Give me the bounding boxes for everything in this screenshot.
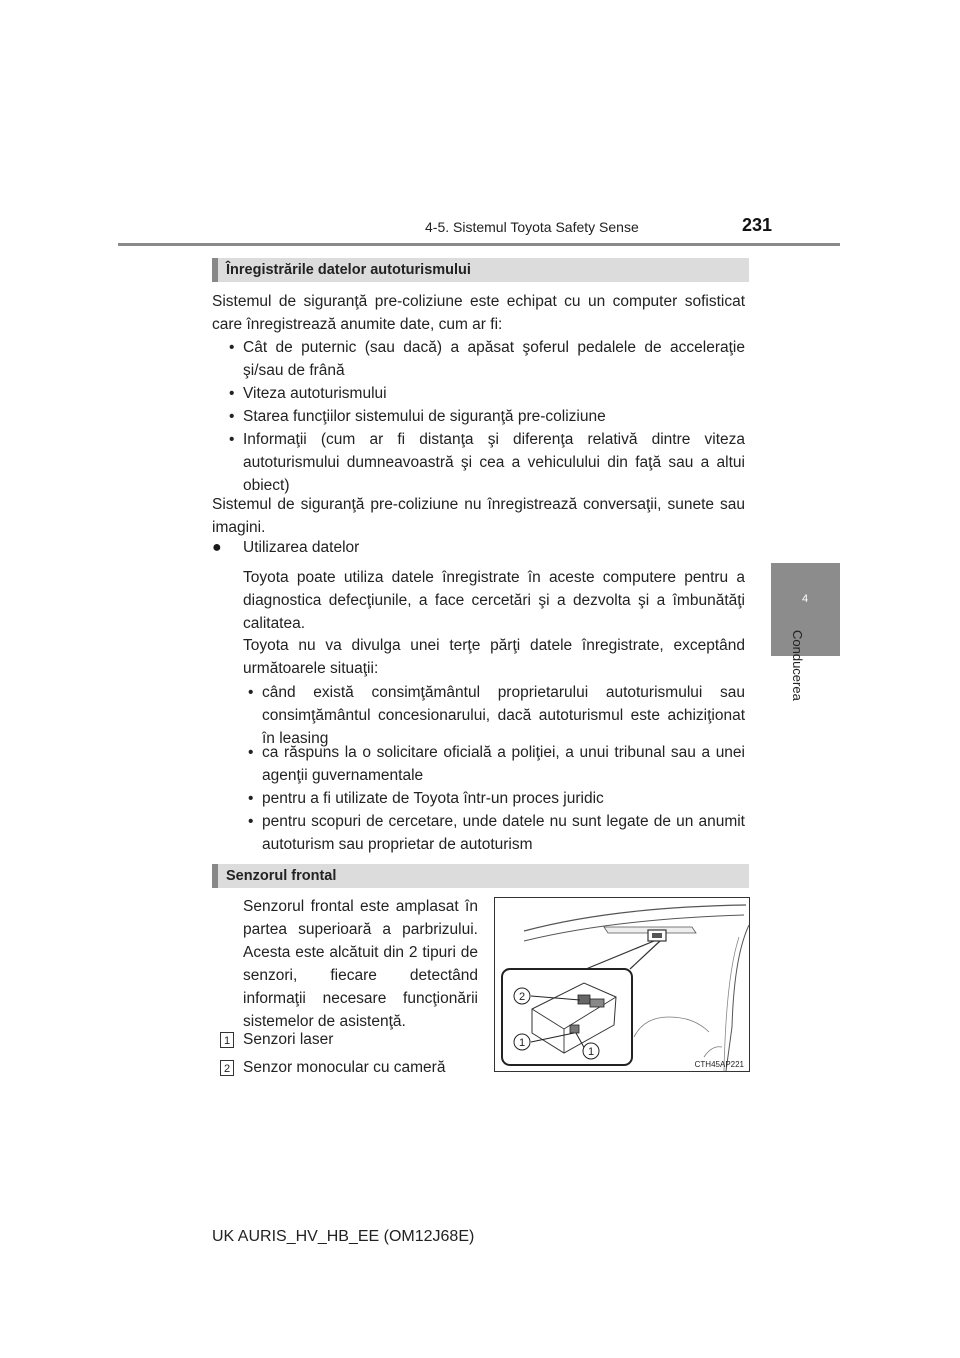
- document-code: UK AURIS_HV_HB_EE (OM12J68E): [212, 1228, 475, 1245]
- callout-1: 1: [518, 1037, 526, 1049]
- bullet-circle-icon: ●: [212, 539, 222, 556]
- usage-paragraph-2: Toyota nu va divulga unei terţe părţi datele înregistrate, exceptând următoarele situaţii:: [243, 637, 745, 677]
- subheading-data-usage: Utilizarea datelor: [243, 539, 360, 556]
- list-item: • Informaţii (cum ar fi distanţa şi diferenţa relativă dintre viteza autoturismului dumneavoastră şi cea a vehiculului din faţă sau a altui obiect): [229, 431, 745, 494]
- list-item: • Viteza autoturismului: [229, 385, 387, 402]
- windshield-sensor-drawing: [494, 897, 750, 1072]
- front-sensor-illustration: [494, 897, 750, 1072]
- list-item: • pentru a fi utilizate de Toyota într-un proces juridic: [248, 790, 604, 807]
- page-number: 231: [742, 215, 773, 235]
- header-divider: [118, 243, 840, 246]
- figure-code: CTH45AP221: [694, 1060, 744, 1069]
- intro-paragraph: Sistemul de siguranţă pre-coliziune este echipat cu un computer sofisticat care înregistrează anumite date, cum ar fi:: [212, 293, 745, 333]
- chapter-tab-number: 4: [801, 593, 809, 605]
- list-item: • ca răspuns la o solicitare oficială a poliţiei, a unui tribunal sau a unei agenţii guvernamentale: [248, 744, 745, 784]
- callout-2: 2: [518, 991, 526, 1003]
- list-item: • Cât de puternic (sau dacă) a apăsat şoferul pedalele de acceleraţie şi/sau de frână: [229, 339, 745, 379]
- chapter-tab-label: Conducerea: [790, 630, 805, 701]
- chapter-tab: [771, 563, 840, 656]
- section-heading-data-recording: Înregistrările datelor autoturismului: [212, 258, 749, 282]
- list-item: • Starea funcţiilor sistemului de siguranţă pre-coliziune: [229, 408, 606, 425]
- section-heading-front-sensor: Senzorul frontal: [212, 864, 749, 888]
- list-item: • pentru scopuri de cercetare, unde datele nu sunt legate de un anumit autoturism sau proprietar de autoturism: [248, 813, 745, 853]
- header-section-title: 4-5. Sistemul Toyota Safety Sense: [425, 219, 639, 235]
- legend-label-laser: Senzori laser: [243, 1031, 334, 1048]
- legend-number-1: 1: [220, 1032, 234, 1048]
- sensor-description: Senzorul frontal este amplasat în partea superioară a parbrizului. Acesta este alcătuit din 2 tipuri de senzori, fiecare detectând informaţii necesare funcţionării sistemelor de asistenţă.: [243, 898, 478, 1030]
- note-paragraph: Sistemul de siguranţă pre-coliziune nu înregistrează conversaţii, sunete sau imagini.: [212, 496, 745, 536]
- usage-paragraph-1: Toyota poate utiliza datele înregistrate în aceste computere pentru a diagnostica defecţiunile, a face cercetări şi a dezvolta şi a îmbunătăţi calitatea.: [243, 569, 745, 632]
- list-item: • când există consimţământul proprietarului autoturismului sau consimţământul concesionarului, dacă autoturismul este achiziţionat în leasing: [248, 684, 745, 747]
- legend-number-2: 2: [220, 1060, 234, 1076]
- callout-1: 1: [587, 1046, 595, 1058]
- legend-label-camera: Senzor monocular cu cameră: [243, 1059, 446, 1076]
